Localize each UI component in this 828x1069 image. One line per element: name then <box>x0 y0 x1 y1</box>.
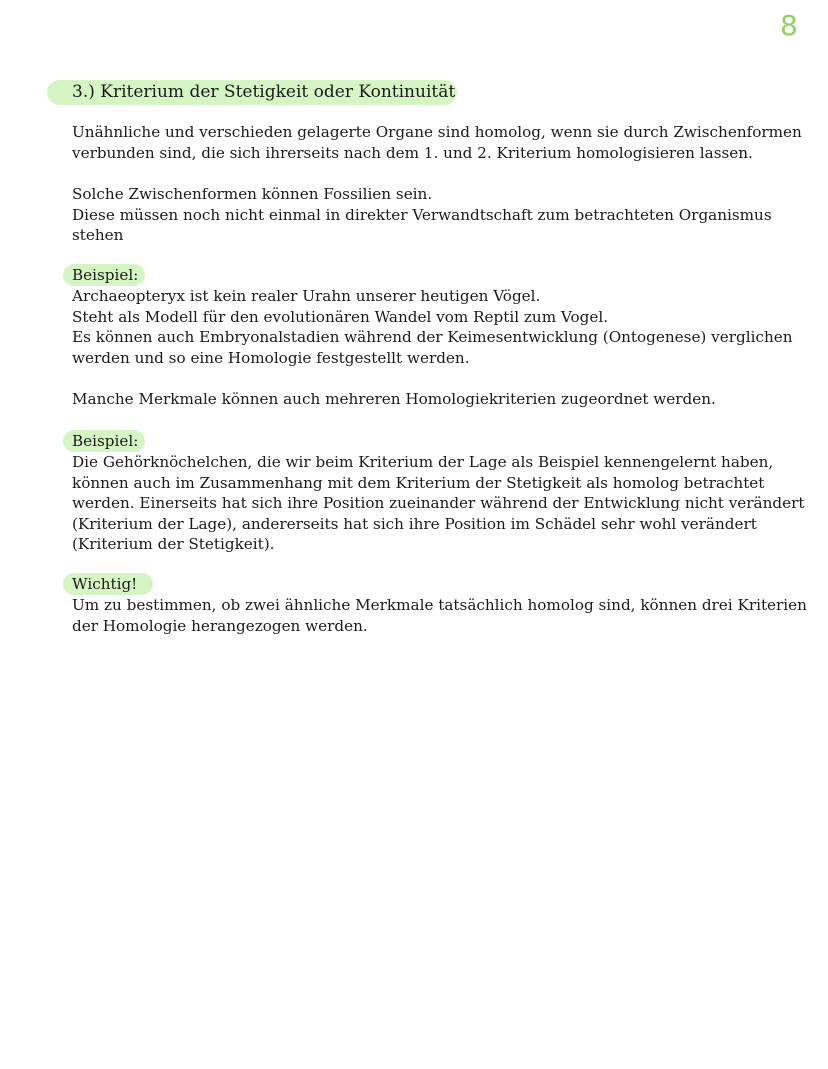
text-line: werden. Einerseits hat sich ihre Position zueinander während der Entwicklung nicht verändert <box>72 494 805 512</box>
text-line: Die Gehörknöchelchen, die wir beim Kriterium der Lage als Beispiel kennengelernt haben, <box>72 453 774 471</box>
text-line: können auch im Zusammenhang mit dem Kriterium der Stetigkeit als homolog betrachtet <box>72 473 765 492</box>
text-line: der Homologie herangezogen werden. <box>72 616 368 635</box>
important-label: Wichtig! <box>72 575 138 593</box>
text-line: (Kriterium der Lage), andererseits hat sich ihre Position im Schädel sehr wohl verändert <box>72 514 757 533</box>
text-line: Manche Merkmale können auch mehreren Homologiekriterien zugeordnet werden. <box>72 390 716 408</box>
intro-paragraph <box>72 122 802 163</box>
text-line: Solche Zwischenformen können Fossilien sein. <box>72 185 433 203</box>
text-line: Unähnliche und verschieden gelagerte Organe sind homolog, wenn sie durch Zwischenformen <box>72 123 802 141</box>
page-number: 8 <box>780 9 798 42</box>
important-paragraph <box>72 595 807 636</box>
text-line: (Kriterium der Stetigkeit). <box>72 535 275 553</box>
text-line: Um zu bestimmen, ob zwei ähnliche Merkmale tatsächlich homolog sind, können drei Kriterien <box>72 596 807 614</box>
text-line: Diese müssen noch nicht einmal in direkter Verwandtschaft zum betrachteten Organismus <box>72 205 772 224</box>
text-line: werden und so eine Homologie festgestellt werden. <box>72 348 470 367</box>
text-line: Archaeopteryx ist kein realer Urahn unserer heutigen Vögel. <box>72 287 541 305</box>
example2-paragraph <box>72 452 805 555</box>
example1-label: Beispiel: <box>72 266 139 284</box>
example2-label: Beispiel: <box>72 432 139 450</box>
fossils-paragraph <box>72 184 792 246</box>
text-line: Steht als Modell für den evolutionären Wandel vom Reptil zum Vogel. <box>72 307 609 326</box>
text-line: verbunden sind, die sich ihrerseits nach dem 1. und 2. Kriterium homologisieren lassen. <box>72 143 753 162</box>
multiple-criteria-paragraph <box>72 389 792 410</box>
text-line: stehen <box>72 226 124 244</box>
text-line: Es können auch Embryonalstadien während der Keimesentwicklung (Ontogenese) verglichen <box>72 328 793 346</box>
section-heading: 3.) Kriterium der Stetigkeit oder Kontinuität <box>72 82 456 102</box>
example1-paragraph <box>72 286 792 368</box>
